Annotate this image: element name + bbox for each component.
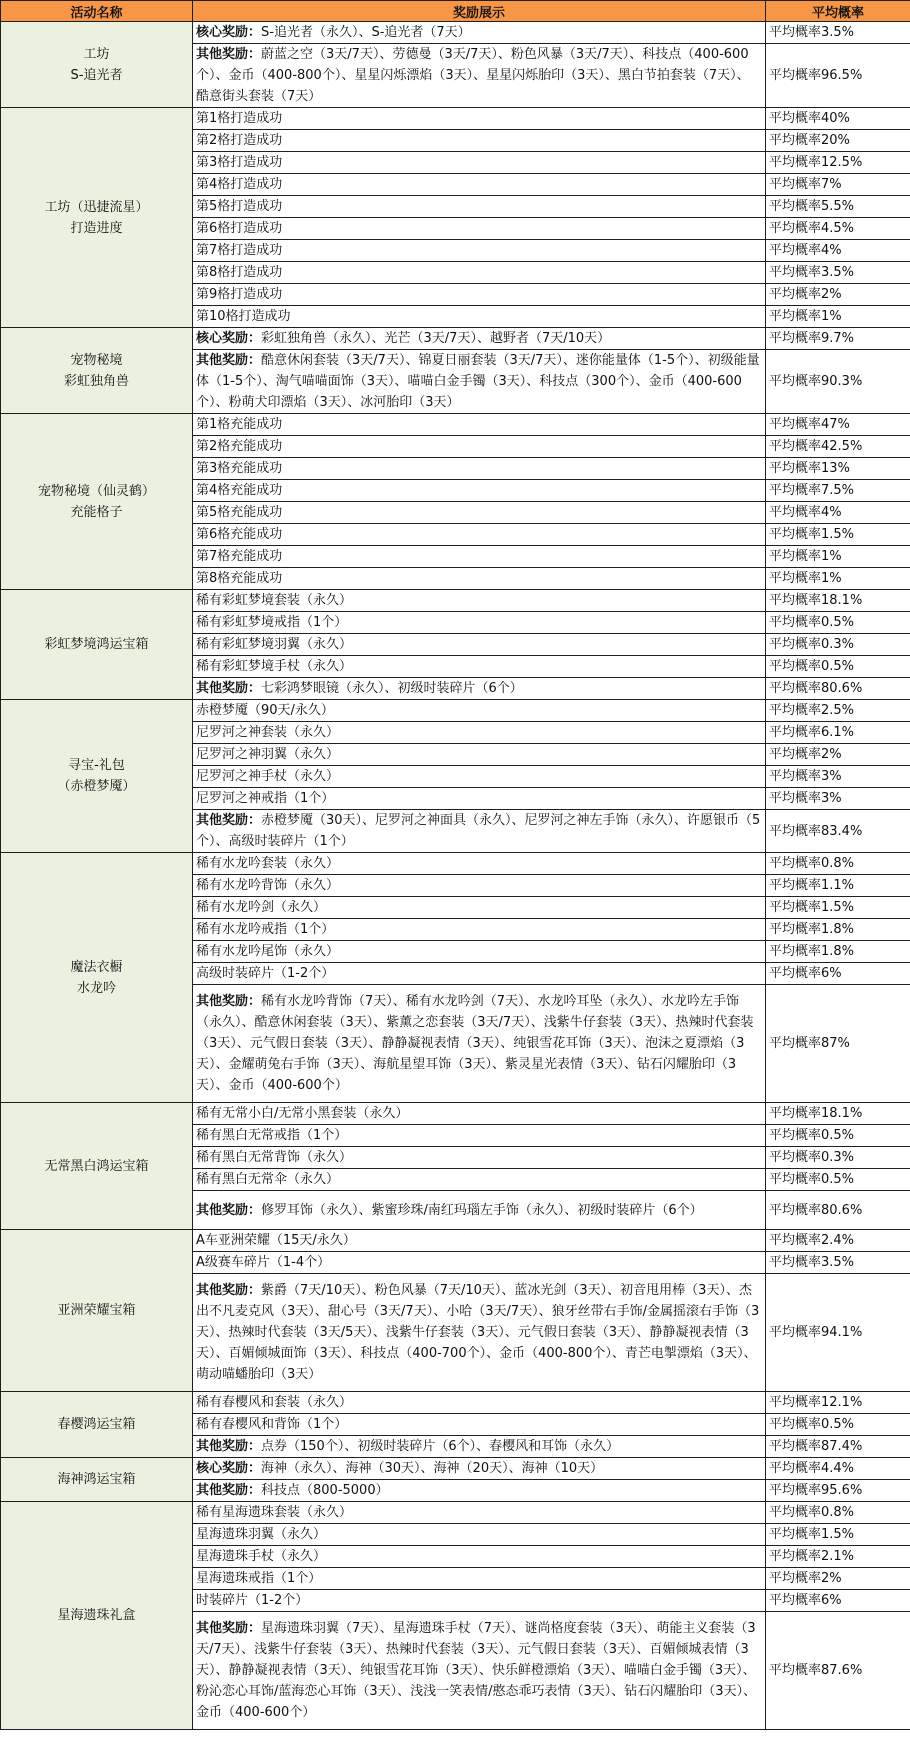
- reward-text: 星海遗珠手杖（永久）: [196, 1549, 327, 1564]
- reward-cell: [193, 1480, 766, 1502]
- reward-cell: [193, 196, 766, 218]
- reward-cell: [193, 458, 766, 480]
- probability-cell: 平均概率0.3%: [766, 634, 910, 656]
- probability-cell: 平均概率2%: [766, 744, 910, 766]
- reward-category-label: 其他奖励：: [196, 353, 262, 368]
- reward-category-label: 其他奖励：: [196, 681, 262, 696]
- reward-cell: [193, 1252, 766, 1274]
- reward-text: 尼罗河之神手杖（永久）: [196, 769, 340, 784]
- reward-text: 彩虹独角兽（永久）、光芒（3天/7天）、越野者（7天/10天）: [261, 331, 611, 346]
- reward-cell: [193, 1436, 766, 1458]
- probability-cell: 平均概率95.6%: [766, 1480, 910, 1502]
- probability-cell: 平均概率6%: [766, 963, 910, 985]
- reward-text: 稀有黑白无常伞（永久）: [196, 1172, 340, 1187]
- reward-category-label: 其他奖励：: [196, 813, 262, 828]
- reward-text: 第4格充能成功: [196, 483, 283, 498]
- activity-name: 彩虹梦境鸿运宝箱: [44, 637, 149, 652]
- table-row: [1, 1458, 910, 1480]
- reward-cell: [193, 546, 766, 568]
- reward-cell: [193, 700, 766, 722]
- probability-cell: 平均概率1.5%: [766, 1524, 910, 1546]
- reward-cell: [193, 414, 766, 436]
- activity-name: 魔法衣橱 水龙吟: [70, 959, 123, 996]
- reward-text: 尼罗河之神套装（永久）: [196, 725, 340, 740]
- reward-cell: [193, 350, 766, 414]
- reward-cell: [193, 328, 766, 350]
- reward-text: 点券（150个）、初级时装碎片（6个）、春樱风和耳饰（永久）: [261, 1439, 620, 1454]
- reward-cell: [193, 853, 766, 875]
- reward-cell: [193, 897, 766, 919]
- reward-cell: [193, 174, 766, 196]
- reward-text: 时装碎片（1-2个）: [196, 1593, 309, 1608]
- probability-cell: 平均概率3.5%: [766, 22, 910, 44]
- reward-cell: [193, 306, 766, 328]
- reward-cell: [193, 1524, 766, 1546]
- probability-cell: 平均概率18.1%: [766, 590, 910, 612]
- reward-text: 第2格打造成功: [196, 133, 283, 148]
- reward-text: 七彩鸿梦眼镜（永久）、初级时装碎片（6个）: [261, 681, 523, 696]
- table-row: [1, 328, 910, 350]
- reward-text: 稀有春樱风和套装（永久）: [196, 1395, 353, 1410]
- reward-text: 星海遗珠戒指（1个）: [196, 1571, 322, 1586]
- table-row: [1, 1502, 910, 1524]
- reward-text: 稀有水龙吟剑（永久）: [196, 900, 327, 915]
- probability-cell: 平均概率12.1%: [766, 1392, 910, 1414]
- activity-name: 工坊 S-追光者: [70, 46, 123, 83]
- reward-cell: [193, 788, 766, 810]
- reward-cell: [193, 1191, 766, 1230]
- table-row: [1, 1230, 910, 1252]
- reward-text: 稀有无常小白/无常小黑套装（永久）: [196, 1106, 409, 1121]
- reward-text: 第7格充能成功: [196, 549, 283, 564]
- reward-cell: [193, 590, 766, 612]
- probability-cell: 平均概率2.4%: [766, 1230, 910, 1252]
- reward-category-label: 核心奖励：: [196, 25, 262, 40]
- table-row: [1, 853, 910, 875]
- reward-category-label: 核心奖励：: [196, 331, 262, 346]
- activity-name-cell: [1, 328, 193, 414]
- header-average-probability: 平均概率: [766, 1, 910, 22]
- activity-name-cell: [1, 590, 193, 700]
- reward-cell: [193, 634, 766, 656]
- probability-cell: 平均概率94.1%: [766, 1274, 910, 1392]
- activity-name: 寻宝-礼包 （赤橙梦魇）: [57, 758, 136, 794]
- reward-text: 第5格打造成功: [196, 199, 283, 214]
- reward-cell: [193, 1103, 766, 1125]
- table-row: [1, 22, 910, 44]
- reward-text: 第1格打造成功: [196, 111, 283, 126]
- probability-cell: 平均概率2%: [766, 284, 910, 306]
- table-row: [1, 1103, 910, 1125]
- reward-text: 第3格打造成功: [196, 155, 283, 170]
- probability-cell: 平均概率5.5%: [766, 196, 910, 218]
- reward-cell: [193, 1612, 766, 1730]
- reward-text: 赤橙梦魇（30天）、尼罗河之神面具（永久）、尼罗河之神左手饰（永久）、许愿银币（5个）、高级时装碎片（1个）: [196, 813, 761, 849]
- table-row: [1, 590, 910, 612]
- table-header-row: [1, 1, 910, 22]
- reward-cell: [193, 1568, 766, 1590]
- probability-cell: 平均概率2.1%: [766, 1546, 910, 1568]
- probability-cell: 平均概率1.5%: [766, 897, 910, 919]
- reward-cell: [193, 524, 766, 546]
- reward-cell: [193, 656, 766, 678]
- reward-text: 第2格充能成功: [196, 439, 283, 454]
- probability-cell: 平均概率4.4%: [766, 1458, 910, 1480]
- reward-cell: [193, 502, 766, 524]
- activity-name: 星海遗珠礼盒: [57, 1608, 136, 1623]
- reward-text: 第8格充能成功: [196, 571, 283, 586]
- probability-cell: 平均概率0.5%: [766, 612, 910, 634]
- probability-cell: 平均概率96.5%: [766, 44, 910, 108]
- probability-cell: 平均概率20%: [766, 130, 910, 152]
- reward-cell: [193, 1169, 766, 1191]
- table-row: [1, 108, 910, 130]
- reward-text: 稀有水龙吟尾饰（永久）: [196, 944, 340, 959]
- probability-cell: 平均概率80.6%: [766, 1191, 910, 1230]
- reward-category-label: 其他奖励：: [196, 1621, 262, 1636]
- reward-text: 第4格打造成功: [196, 177, 283, 192]
- probability-cell: 平均概率13%: [766, 458, 910, 480]
- probability-cell: 平均概率9.7%: [766, 328, 910, 350]
- reward-text: 第5格充能成功: [196, 505, 283, 520]
- probability-cell: 平均概率47%: [766, 414, 910, 436]
- probability-cell: 平均概率18.1%: [766, 1103, 910, 1125]
- activity-name-cell: [1, 853, 193, 1103]
- reward-cell: [193, 1502, 766, 1524]
- reward-cell: [193, 22, 766, 44]
- probability-cell: 平均概率6%: [766, 1590, 910, 1612]
- activity-name-cell: [1, 414, 193, 590]
- reward-text: 酷意休闲套装（3天/7天）、锦夏日丽套装（3天/7天）、迷你能量体（1-5个）、初级能量体（1-5个）、淘气喵喵面饰（3天）、喵喵白金手镯（3天）、科技点（300个）、金币（400-600个）、粉萌犬印漂焰（3天）、冰河胎印（3天）: [196, 353, 760, 410]
- probability-cell: 平均概率4%: [766, 240, 910, 262]
- reward-cell: [193, 766, 766, 788]
- reward-cell: [193, 1230, 766, 1252]
- reward-text: 紫爵（7天/10天）、粉色风暴（7天/10天）、蓝冰光剑（3天）、初音甩用棒（3天）、杰出不凡麦克风（3天）、甜心号（3天/7天）、小哈（3天/7天）、狼牙丝带右手饰/金属摇滚右手饰（3天）、热辣时代套装（3天/5天）、浅紫牛仔套装（3天）、元气假日套装（3天）、静静凝视表情（3天）、百媚倾城面饰（3天）、科技点（400-700个）、金币（400-800个）、青芒电掣漂焰（3天）、萌动喵蟠胎印（3天）: [196, 1283, 760, 1382]
- reward-text: S-追光者（永久）、S-追光者（7天）: [261, 25, 471, 40]
- reward-text: 稀有水龙吟戒指（1个）: [196, 922, 335, 937]
- reward-text: 稀有彩虹梦境手杖（永久）: [196, 659, 353, 674]
- reward-cell: [193, 810, 766, 853]
- probability-cell: 平均概率1.1%: [766, 875, 910, 897]
- reward-category-label: 其他奖励：: [196, 1483, 262, 1498]
- table-body: [1, 22, 910, 1730]
- activity-name: 亚洲荣耀宝箱: [57, 1303, 136, 1318]
- reward-text: 第3格充能成功: [196, 461, 283, 476]
- reward-cell: [193, 1274, 766, 1392]
- reward-cell: [193, 108, 766, 130]
- reward-text: 稀有水龙吟背饰（永久）: [196, 878, 340, 893]
- probability-cell: 平均概率1.8%: [766, 919, 910, 941]
- probability-cell: 平均概率3.5%: [766, 262, 910, 284]
- reward-text: 海神（永久）、海神（30天）、海神（20天）、海神（10天）: [261, 1461, 604, 1476]
- activity-name-cell: [1, 1458, 193, 1502]
- reward-cell: [193, 919, 766, 941]
- reward-cell: [193, 1414, 766, 1436]
- probability-cell: 平均概率2.5%: [766, 700, 910, 722]
- activity-name: 无常黑白鸿运宝箱: [44, 1158, 149, 1174]
- reward-text: 尼罗河之神羽翼（永久）: [196, 747, 340, 762]
- probability-cell: 平均概率1%: [766, 568, 910, 590]
- reward-cell: [193, 941, 766, 963]
- table-row: [1, 1392, 910, 1414]
- activity-name: 宠物秘境（仙灵鹤） 充能格子: [37, 483, 155, 520]
- reward-cell: [193, 262, 766, 284]
- activity-name: 工坊（迅捷流星） 打造进度: [44, 199, 149, 236]
- reward-category-label: 其他奖励：: [196, 994, 262, 1009]
- reward-cell: [193, 963, 766, 985]
- probability-cell: 平均概率42.5%: [766, 436, 910, 458]
- reward-text: A级赛车碎片（1-4个）: [196, 1255, 331, 1270]
- reward-text: 第7格打造成功: [196, 243, 283, 258]
- header-activity-name: 活动名称: [1, 1, 193, 22]
- reward-cell: [193, 875, 766, 897]
- probability-cell: 平均概率4%: [766, 502, 910, 524]
- activity-name-cell: [1, 700, 193, 853]
- reward-cell: [193, 240, 766, 262]
- reward-text: 稀有黑白无常背饰（永久）: [196, 1150, 353, 1165]
- reward-category-label: 其他奖励：: [196, 47, 262, 62]
- activity-name: 海神鸿运宝箱: [57, 1472, 136, 1487]
- probability-cell: 平均概率0.5%: [766, 1125, 910, 1147]
- reward-cell: [193, 218, 766, 240]
- reward-cell: [193, 612, 766, 634]
- probability-cell: 平均概率1%: [766, 546, 910, 568]
- probability-cell: 平均概率87%: [766, 985, 910, 1103]
- reward-category-label: 其他奖励：: [196, 1283, 262, 1298]
- probability-cell: 平均概率6.1%: [766, 722, 910, 744]
- probability-cell: 平均概率83.4%: [766, 810, 910, 853]
- probability-cell: 平均概率1.5%: [766, 524, 910, 546]
- probability-cell: 平均概率80.6%: [766, 678, 910, 700]
- reward-cell: [193, 436, 766, 458]
- reward-cell: [193, 1546, 766, 1568]
- probability-cell: 平均概率7.5%: [766, 480, 910, 502]
- reward-cell: [193, 744, 766, 766]
- activity-name-cell: [1, 1230, 193, 1392]
- probability-cell: 平均概率0.5%: [766, 1169, 910, 1191]
- reward-text: 稀有彩虹梦境套装（永久）: [196, 593, 353, 608]
- reward-text: 第6格充能成功: [196, 527, 283, 542]
- activity-name-cell: [1, 108, 193, 328]
- probability-cell: 平均概率12.5%: [766, 152, 910, 174]
- reward-category-label: 其他奖励：: [196, 1439, 262, 1454]
- reward-cell: [193, 678, 766, 700]
- table-row: [1, 414, 910, 436]
- activity-name-cell: [1, 1502, 193, 1730]
- header-reward-display: 奖励展示: [193, 1, 766, 22]
- probability-cell: 平均概率87.6%: [766, 1612, 910, 1730]
- reward-text: 稀有黑白无常戒指（1个）: [196, 1128, 348, 1143]
- reward-cell: [193, 284, 766, 306]
- activity-name-cell: [1, 22, 193, 108]
- probability-cell: 平均概率7%: [766, 174, 910, 196]
- reward-cell: [193, 1458, 766, 1480]
- probability-cell: 平均概率0.8%: [766, 1502, 910, 1524]
- reward-cell: [193, 44, 766, 108]
- reward-text: 第6格打造成功: [196, 221, 283, 236]
- reward-text: 蔚蓝之空（3天/7天）、劳德曼（3天/7天）、粉色风暴（3天/7天）、科技点（400-600个）、金币（400-800个）、星星闪烁漂焰（3天）、星星闪烁胎印（3天）、黑白节拍套装（7天）、酷意街头套装（7天）: [196, 47, 750, 104]
- reward-cell: [193, 1125, 766, 1147]
- reward-text: 稀有水龙吟套装（永久）: [196, 856, 340, 871]
- reward-text: 第9格打造成功: [196, 287, 283, 302]
- reward-text: 稀有彩虹梦境戒指（1个）: [196, 615, 348, 630]
- reward-text: 科技点（800-5000）: [261, 1483, 389, 1498]
- probability-cell: 平均概率87.4%: [766, 1436, 910, 1458]
- reward-text: 修罗耳饰（永久）、紫蜜珍珠/南红玛瑙左手饰（永久）、初级时装碎片（6个）: [261, 1202, 703, 1218]
- reward-text: 第10格打造成功: [196, 309, 291, 324]
- probability-cell: 平均概率40%: [766, 108, 910, 130]
- reward-text: 稀有春樱风和背饰（1个）: [196, 1417, 348, 1432]
- probability-cell: 平均概率3%: [766, 766, 910, 788]
- reward-cell: [193, 130, 766, 152]
- probability-cell: 平均概率0.5%: [766, 1414, 910, 1436]
- probability-cell: 平均概率1%: [766, 306, 910, 328]
- table-row: [1, 700, 910, 722]
- reward-text: A车亚洲荣耀（15天/永久）: [196, 1233, 356, 1248]
- probability-cell: 平均概率3.5%: [766, 1252, 910, 1274]
- reward-text: 星海遗珠羽翼（永久）: [196, 1527, 327, 1542]
- probability-cell: 平均概率90.3%: [766, 350, 910, 414]
- reward-category-label: 核心奖励：: [196, 1461, 262, 1476]
- reward-text: 高级时装碎片（1-2个）: [196, 966, 335, 981]
- activity-name-cell: [1, 1103, 193, 1230]
- activity-name: 春樱鸿运宝箱: [57, 1417, 136, 1432]
- reward-text: 第8格打造成功: [196, 265, 283, 280]
- reward-cell: [193, 985, 766, 1103]
- probability-cell: 平均概率0.3%: [766, 1147, 910, 1169]
- reward-text: 稀有彩虹梦境羽翼（永久）: [196, 637, 353, 652]
- activity-name: 宠物秘境 彩虹独角兽: [63, 352, 129, 389]
- reward-cell: [193, 480, 766, 502]
- reward-text: 星海遗珠羽翼（7天）、星海遗珠手杖（7天）、谜尚格度套装（3天）、萌能主义套装（3天/7天）、浅紫牛仔套装（3天）、热辣时代套装（3天）、元气假日套装（3天）、百媚倾城表情（3天）、静静凝视表情（3天）、纯银雪花耳饰（3天）、快乐鲜橙漂焰（3天）、喵喵白金手镯（3天）、粉沁恋心耳饰/蓝海恋心耳饰（3天）、浅浅一笑表情/憨态乖巧表情（3天）、钻石闪耀胎印（3天）、金币（400-600个）: [196, 1621, 757, 1720]
- activity-name-cell: [1, 1392, 193, 1458]
- reward-cell: [193, 1590, 766, 1612]
- probability-cell: 平均概率4.5%: [766, 218, 910, 240]
- reward-cell: [193, 152, 766, 174]
- reward-cell: [193, 1147, 766, 1169]
- reward-cell: [193, 722, 766, 744]
- reward-category-label: 其他奖励：: [196, 1202, 262, 1218]
- reward-text: 尼罗河之神戒指（1个）: [196, 791, 335, 806]
- reward-text: 第1格充能成功: [196, 417, 283, 432]
- probability-cell: 平均概率0.8%: [766, 853, 910, 875]
- reward-text: 稀有水龙吟背饰（7天）、稀有水龙吟剑（7天）、水龙吟耳坠（永久）、水龙吟左手饰（永久）、酷意休闲套装（3天）、紫薰之恋套装（3天/7天）、浅紫牛仔套装（3天）、热辣时代套装（3天）、元气假日套装（3天）、静静凝视表情（3天）、纯银雪花耳饰（3天）、泡沫之夏漂焰（3天）、金耀萌兔右手饰（3天）、海航星望耳饰（3天）、紫灵星光表情（3天）、钻石闪耀胎印（3天）、金币（400-600个）: [196, 994, 754, 1093]
- reward-text: 赤橙梦魇（90天/永久）: [196, 703, 334, 718]
- probability-cell: 平均概率1.8%: [766, 941, 910, 963]
- reward-cell: [193, 1392, 766, 1414]
- reward-cell: [193, 568, 766, 590]
- reward-text: 稀有星海遗珠套装（永久）: [196, 1505, 353, 1520]
- probability-cell: 平均概率2%: [766, 1568, 910, 1590]
- probability-cell: 平均概率3%: [766, 788, 910, 810]
- probability-cell: 平均概率0.5%: [766, 656, 910, 678]
